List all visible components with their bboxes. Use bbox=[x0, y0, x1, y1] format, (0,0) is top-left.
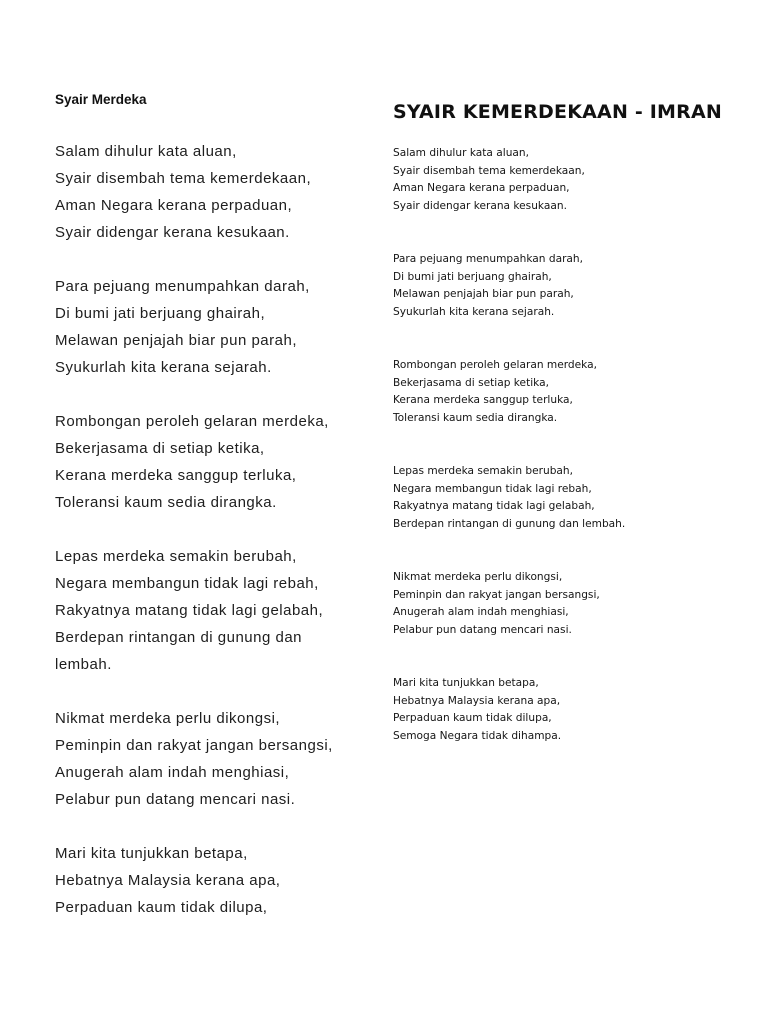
right-poem-line: Di bumi jati berjuang ghairah, bbox=[393, 270, 552, 283]
left-poem-line: Kerana merdeka sanggup terluka, bbox=[55, 467, 297, 484]
left-stanza bbox=[55, 408, 375, 516]
right-poem-line: Semoga Negara tidak dihampa. bbox=[393, 729, 562, 742]
left-poem-line: Rombongan peroleh gelaran merdeka, bbox=[55, 413, 329, 430]
right-poem-line: Perpaduan kaum tidak dilupa, bbox=[393, 712, 552, 724]
right-poem-column bbox=[393, 101, 753, 781]
left-poem-line: Perpaduan kaum tidak dilupa, bbox=[55, 899, 268, 916]
right-poem-line: Lepas merdeka semakin berubah, bbox=[393, 465, 574, 477]
right-poem-line: Peminpin dan rakyat jangan bersangsi, bbox=[393, 588, 600, 601]
right-poem-line: Mari kita tunjukkan betapa, bbox=[393, 677, 539, 689]
right-poem-line: Aman Negara kerana perpaduan, bbox=[393, 182, 570, 194]
right-poem-line: Syair didengar kerana kesukaan. bbox=[393, 199, 567, 212]
right-poem-line: Melawan penjajah biar pun parah, bbox=[393, 288, 574, 300]
left-poem-column bbox=[55, 92, 375, 948]
right-poem-line: Kerana merdeka sanggup terluka, bbox=[393, 394, 573, 406]
left-stanza bbox=[55, 705, 375, 813]
right-poem-line: Rakyatnya matang tidak lagi gelabah, bbox=[393, 500, 595, 512]
left-poem-line: Salam dihulur kata aluan, bbox=[55, 143, 237, 160]
left-poem-line: Syair didengar kerana kesukaan. bbox=[55, 224, 290, 241]
left-poem-line: Bekerjasama di setiap ketika, bbox=[55, 440, 265, 457]
left-poem-line: Berdepan rintangan di gunung dan bbox=[55, 629, 303, 646]
right-poem-line: Rombongan peroleh gelaran merdeka, bbox=[393, 359, 597, 371]
right-poem-line: Berdepan rintangan di gunung dan lembah. bbox=[393, 517, 626, 530]
left-poem-line: Melawan penjajah biar pun parah, bbox=[55, 332, 297, 349]
right-poem-body bbox=[393, 145, 753, 745]
left-poem-line: Pelabur pun datang mencari nasi. bbox=[55, 791, 296, 808]
left-poem-line: Para pejuang menumpahkan darah, bbox=[55, 278, 310, 295]
left-stanza bbox=[55, 138, 375, 246]
left-poem-body bbox=[55, 138, 375, 921]
left-poem-line: Toleransi kaum sedia dirangka. bbox=[55, 494, 277, 511]
right-stanza bbox=[393, 463, 753, 533]
left-poem-line: Di bumi jati berjuang ghairah, bbox=[55, 305, 266, 322]
right-poem-line: Hebatnya Malaysia kerana apa, bbox=[393, 694, 561, 707]
left-poem-line: lembah. bbox=[55, 656, 112, 673]
right-stanza bbox=[393, 145, 753, 215]
right-poem-line: Bekerjasama di setiap ketika, bbox=[393, 376, 549, 389]
right-poem-line: Negara membangun tidak lagi rebah, bbox=[393, 482, 592, 495]
right-stanza bbox=[393, 251, 753, 321]
right-poem-line: Pelabur pun datang mencari nasi. bbox=[393, 623, 572, 636]
left-stanza bbox=[55, 840, 375, 921]
left-poem-line: Syukurlah kita kerana sejarah. bbox=[55, 359, 272, 376]
right-stanza bbox=[393, 675, 753, 745]
left-poem-line: Negara membangun tidak lagi rebah, bbox=[55, 575, 319, 592]
left-poem-line: Mari kita tunjukkan betapa, bbox=[55, 845, 248, 862]
right-poem-title: SYAIR KEMERDEKAAN - IMRAN bbox=[393, 101, 722, 123]
left-poem-line: Lepas merdeka semakin berubah, bbox=[55, 548, 297, 565]
right-poem-line: Nikmat merdeka perlu dikongsi, bbox=[393, 571, 563, 583]
left-poem-line: Anugerah alam indah menghiasi, bbox=[55, 764, 290, 781]
right-poem-line: Anugerah alam indah menghiasi, bbox=[393, 606, 569, 618]
left-poem-line: Syair disembah tema kemerdekaan, bbox=[55, 170, 312, 187]
left-poem-line: Peminpin dan rakyat jangan bersangsi, bbox=[55, 737, 333, 754]
left-poem-title: Syair Merdeka bbox=[55, 92, 147, 107]
right-poem-line: Toleransi kaum sedia dirangka. bbox=[393, 411, 558, 424]
left-poem-line: Aman Negara kerana perpaduan, bbox=[55, 197, 293, 214]
right-stanza bbox=[393, 357, 753, 427]
right-stanza bbox=[393, 569, 753, 639]
left-poem-line: Hebatnya Malaysia kerana apa, bbox=[55, 872, 281, 889]
right-poem-line: Syair disembah tema kemerdekaan, bbox=[393, 164, 585, 177]
left-stanza bbox=[55, 273, 375, 381]
left-poem-line: Nikmat merdeka perlu dikongsi, bbox=[55, 710, 281, 727]
left-poem-line: Rakyatnya matang tidak lagi gelabah, bbox=[55, 602, 324, 619]
right-poem-line: Para pejuang menumpahkan darah, bbox=[393, 253, 583, 265]
right-poem-line: Syukurlah kita kerana sejarah. bbox=[393, 305, 555, 318]
right-poem-line: Salam dihulur kata aluan, bbox=[393, 147, 529, 159]
left-stanza bbox=[55, 543, 375, 678]
